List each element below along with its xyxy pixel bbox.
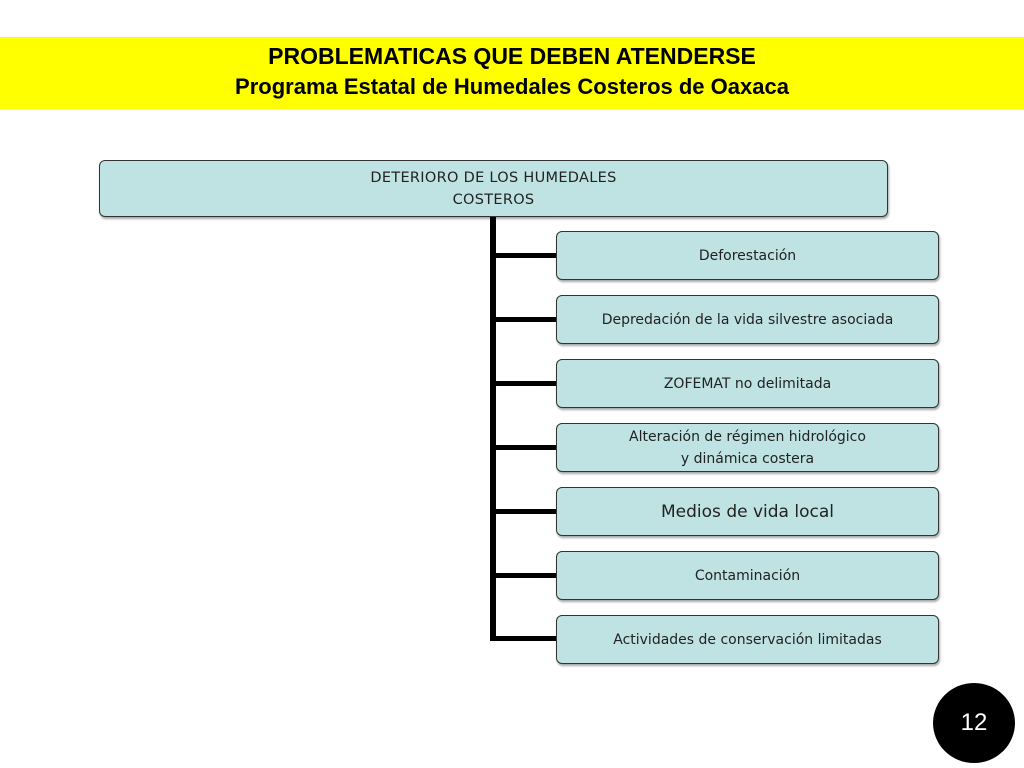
child-node-medios-de-vida: Medios de vida local <box>556 487 939 536</box>
page-number-badge: 12 <box>933 683 1015 763</box>
connector-branch-2 <box>490 317 557 322</box>
child-node-alteracion-regimen: Alteración de régimen hidrológico y dinámica costera <box>556 423 939 472</box>
connector-branch-7 <box>490 636 557 641</box>
child-node-deforestacion: Deforestación <box>556 231 939 280</box>
child-node-contaminacion: Contaminación <box>556 551 939 600</box>
slide-title: PROBLEMATICAS QUE DEBEN ATENDERSE <box>268 43 756 69</box>
connector-branch-1 <box>490 253 557 258</box>
connector-branch-3 <box>490 381 557 386</box>
child-node-zofemat: ZOFEMAT no delimitada <box>556 359 939 408</box>
root-node-deterioro: DETERIORO DE LOS HUMEDALES COSTEROS <box>99 160 888 217</box>
connector-branch-6 <box>490 573 557 578</box>
slide-subtitle: Programa Estatal de Humedales Costeros de Oaxaca <box>235 74 789 99</box>
title-banner <box>0 37 1024 109</box>
connector-branch-4 <box>490 445 557 450</box>
child-node-depredacion: Depredación de la vida silvestre asociada <box>556 295 939 344</box>
connector-branch-5 <box>490 509 557 514</box>
child-node-actividades-conservacion: Actividades de conservación limitadas <box>556 615 939 664</box>
